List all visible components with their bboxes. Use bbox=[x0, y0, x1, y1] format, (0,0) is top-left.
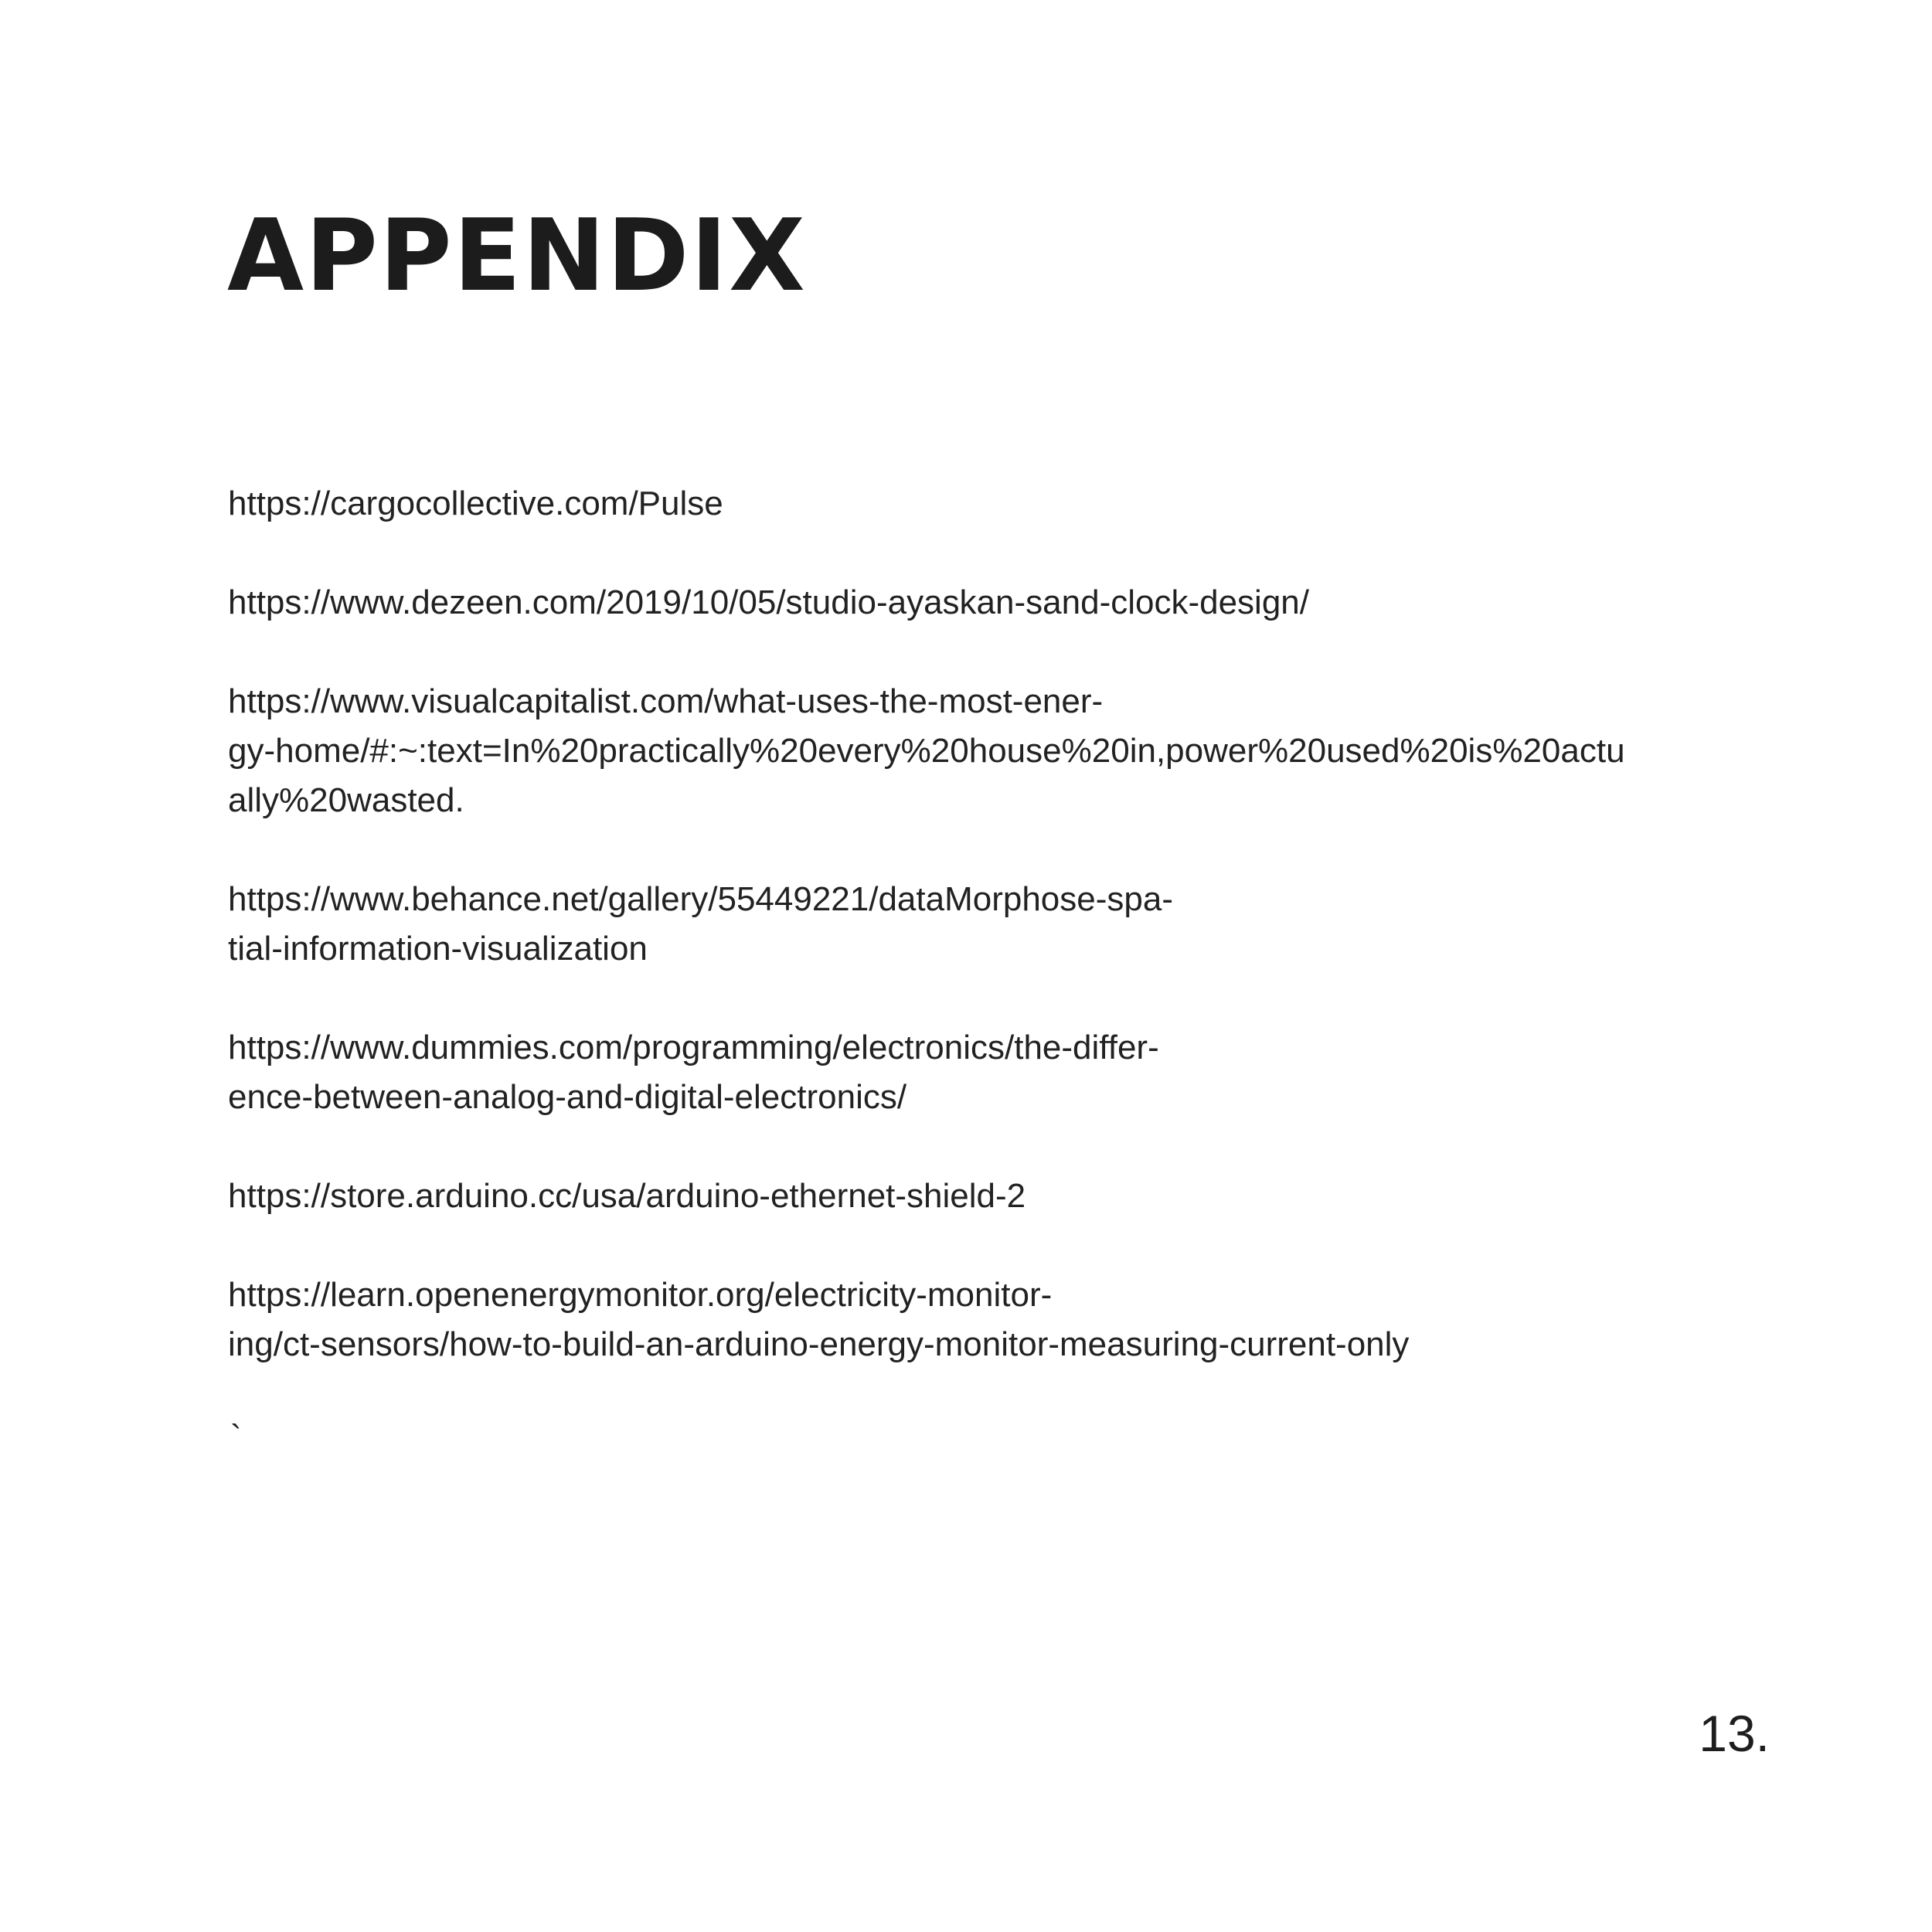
reference-link-line[interactable]: ally%20wasted. bbox=[228, 781, 464, 819]
reference-item bbox=[228, 875, 1743, 974]
reference-link-line[interactable]: https://www.behance.net/gallery/55449221/dataMorphose-spa- bbox=[228, 880, 1173, 918]
reference-link-line[interactable]: https://www.dezeen.com/2019/10/05/studio-ayaskan-sand-clock-design/ bbox=[228, 583, 1309, 621]
reference-link-line[interactable]: https://store.arduino.cc/usa/arduino-ethernet-shield-2 bbox=[228, 1177, 1026, 1215]
reference-link-line[interactable]: ing/ct-sensors/how-to-build-an-arduino-energy-monitor-measuring-current-only bbox=[228, 1325, 1410, 1363]
reference-link-line[interactable]: tial-information-visualization bbox=[228, 930, 648, 968]
reference-item bbox=[228, 1172, 1743, 1221]
reference-link-line[interactable]: https://www.dummies.com/programming/electronics/the-differ- bbox=[228, 1029, 1159, 1066]
reference-link-line[interactable]: gy-home/#:~:text=In%20practically%20every%20house%20in,power%20used%20is%20actu bbox=[228, 732, 1625, 770]
reference-item bbox=[228, 578, 1743, 628]
reference-link-line[interactable]: ence-between-analog-and-digital-electronics/ bbox=[228, 1078, 907, 1116]
reference-link-line[interactable]: https://learn.openenergymonitor.org/electricity-monitor- bbox=[228, 1276, 1053, 1314]
stray-backtick-mark: ` bbox=[230, 1418, 242, 1456]
page-title: APPENDIX bbox=[227, 199, 807, 314]
reference-item bbox=[228, 1023, 1743, 1122]
page-number: 13. bbox=[1699, 1705, 1770, 1762]
reference-item bbox=[228, 1270, 1743, 1369]
reference-item bbox=[228, 677, 1743, 825]
reference-link-line[interactable]: https://www.visualcapitalist.com/what-uses-the-most-ener- bbox=[228, 682, 1104, 720]
reference-list bbox=[228, 479, 1743, 1419]
reference-item bbox=[228, 479, 1743, 529]
reference-link-line[interactable]: https://cargocollective.com/Pulse bbox=[228, 485, 723, 522]
